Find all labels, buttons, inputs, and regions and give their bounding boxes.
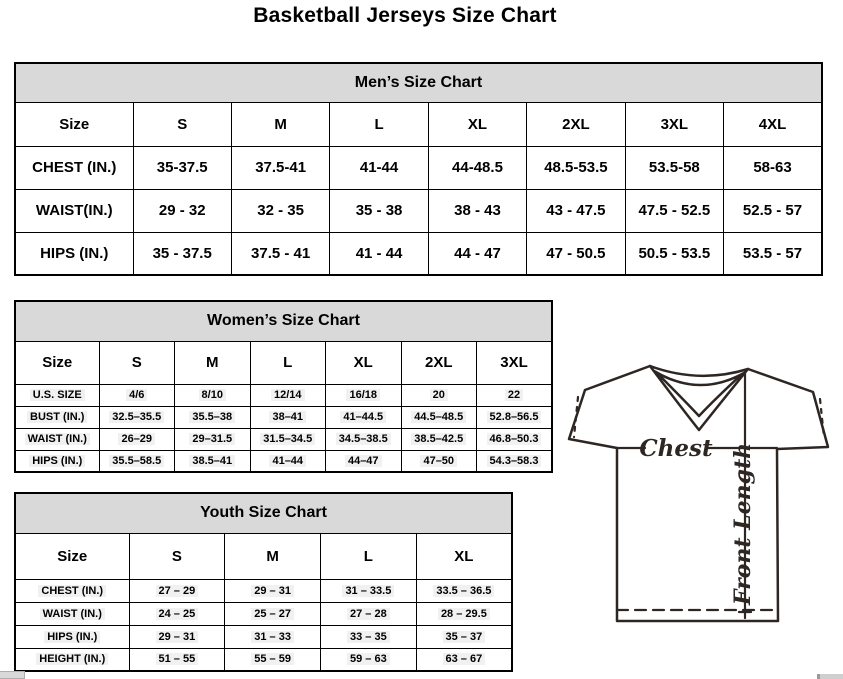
size-value-cell: 41–44.5: [326, 406, 402, 428]
column-header: XL: [326, 341, 402, 384]
size-value-cell: 44–47: [326, 450, 402, 472]
column-header: XL: [416, 533, 512, 579]
column-header: Size: [15, 533, 129, 579]
size-value-cell: 26–29: [99, 428, 175, 450]
size-value-cell: 29 – 31: [129, 625, 225, 648]
size-value-cell: 35-37.5: [133, 146, 231, 189]
size-value-cell: 41-44: [330, 146, 428, 189]
size-value-cell: 52.5 - 57: [724, 189, 822, 232]
row-label: CHEST (IN.): [15, 579, 129, 602]
women-table: [14, 300, 553, 473]
horizontal-scrollbar-left-button[interactable]: [0, 671, 25, 679]
size-value-cell: 44-48.5: [428, 146, 526, 189]
size-value-cell: 53.5 - 57: [724, 232, 822, 275]
size-value-cell: 43 - 47.5: [527, 189, 625, 232]
column-header: 3XL: [625, 102, 723, 146]
chest-label: Chest: [639, 435, 713, 462]
column-header: M: [225, 533, 321, 579]
youth-table: [14, 492, 513, 672]
size-value-cell: 34.5–38.5: [326, 428, 402, 450]
row-label: WAIST (IN.): [15, 602, 129, 625]
column-header: 3XL: [477, 341, 553, 384]
column-header: S: [133, 102, 231, 146]
size-value-cell: 35 – 37: [416, 625, 512, 648]
size-value-cell: 20: [401, 384, 477, 406]
size-value-cell: 29 – 31: [225, 579, 321, 602]
size-value-cell: 48.5-53.5: [527, 146, 625, 189]
size-value-cell: 35.5–38: [175, 406, 251, 428]
column-header: Size: [15, 341, 99, 384]
size-value-cell: 35 - 38: [330, 189, 428, 232]
column-header: L: [330, 102, 428, 146]
size-value-cell: 46.8–50.3: [477, 428, 553, 450]
size-value-cell: 44 - 47: [428, 232, 526, 275]
size-value-cell: 35.5–58.5: [99, 450, 175, 472]
row-label: U.S. SIZE: [15, 384, 99, 406]
womens-size-chart-table: [14, 300, 553, 473]
size-value-cell: 63 – 67: [416, 648, 512, 671]
size-value-cell: 29 - 32: [133, 189, 231, 232]
column-header: M: [231, 102, 329, 146]
row-label: WAIST(IN.): [15, 189, 133, 232]
size-value-cell: 52.8–56.5: [477, 406, 553, 428]
column-header: 2XL: [527, 102, 625, 146]
size-value-cell: 38–41: [250, 406, 326, 428]
row-label: HIPS (IN.): [15, 232, 133, 275]
column-header: L: [250, 341, 326, 384]
jersey-outline: [569, 366, 828, 621]
size-value-cell: 50.5 - 53.5: [625, 232, 723, 275]
size-value-cell: 29–31.5: [175, 428, 251, 450]
size-value-cell: 44.5–48.5: [401, 406, 477, 428]
size-value-cell: 37.5-41: [231, 146, 329, 189]
jersey-collar: [650, 366, 748, 430]
size-value-cell: 12/14: [250, 384, 326, 406]
column-header: S: [99, 341, 175, 384]
column-header: M: [175, 341, 251, 384]
size-value-cell: 25 – 27: [225, 602, 321, 625]
size-value-cell: 37.5 - 41: [231, 232, 329, 275]
size-value-cell: 55 – 59: [225, 648, 321, 671]
row-label: HEIGHT (IN.): [15, 648, 129, 671]
size-value-cell: 16/18: [326, 384, 402, 406]
row-label: CHEST (IN.): [15, 146, 133, 189]
men-table: [14, 62, 823, 276]
size-value-cell: 31 – 33: [225, 625, 321, 648]
size-value-cell: 27 – 29: [129, 579, 225, 602]
column-header: 4XL: [724, 102, 822, 146]
page-title: Basketball Jerseys Size Chart: [253, 4, 557, 27]
size-value-cell: 41 - 44: [330, 232, 428, 275]
size-value-cell: 47 - 50.5: [527, 232, 625, 275]
mens-size-chart-table: [14, 62, 823, 275]
size-value-cell: 8/10: [175, 384, 251, 406]
size-value-cell: 31 – 33.5: [321, 579, 417, 602]
size-value-cell: 4/6: [99, 384, 175, 406]
size-value-cell: 47.5 - 52.5: [625, 189, 723, 232]
size-value-cell: 58-63: [724, 146, 822, 189]
row-label: HIPS (IN.): [15, 625, 129, 648]
size-value-cell: 38 - 43: [428, 189, 526, 232]
row-label: HIPS (IN.): [15, 450, 99, 472]
column-header: L: [321, 533, 417, 579]
horizontal-scrollbar-right-fragment[interactable]: [817, 674, 843, 679]
size-value-cell: 53.5-58: [625, 146, 723, 189]
size-value-cell: 24 – 25: [129, 602, 225, 625]
men-table-title: Men’s Size Chart: [15, 63, 822, 102]
size-value-cell: 38.5–42.5: [401, 428, 477, 450]
size-value-cell: 31.5–34.5: [250, 428, 326, 450]
column-header: 2XL: [401, 341, 477, 384]
column-header: S: [129, 533, 225, 579]
youth-size-chart-table: [14, 492, 513, 670]
size-value-cell: 54.3–58.3: [477, 450, 553, 472]
size-value-cell: 35 - 37.5: [133, 232, 231, 275]
youth-table-title: Youth Size Chart: [15, 493, 512, 533]
column-header: Size: [15, 102, 133, 146]
column-header: XL: [428, 102, 526, 146]
row-label: WAIST (IN.): [15, 428, 99, 450]
jersey-measurement-diagram: [558, 356, 843, 634]
size-value-cell: 59 – 63: [321, 648, 417, 671]
size-value-cell: 47–50: [401, 450, 477, 472]
size-value-cell: 41–44: [250, 450, 326, 472]
size-value-cell: 28 – 29.5: [416, 602, 512, 625]
size-value-cell: 32.5–35.5: [99, 406, 175, 428]
row-label: BUST (IN.): [15, 406, 99, 428]
size-value-cell: 32 - 35: [231, 189, 329, 232]
size-value-cell: 33.5 – 36.5: [416, 579, 512, 602]
size-value-cell: 22: [477, 384, 553, 406]
size-value-cell: 38.5–41: [175, 450, 251, 472]
size-value-cell: 33 – 35: [321, 625, 417, 648]
front-length-label: Front Length: [730, 442, 756, 606]
size-value-cell: 51 – 55: [129, 648, 225, 671]
women-table-title: Women’s Size Chart: [15, 301, 552, 341]
size-value-cell: 27 – 28: [321, 602, 417, 625]
